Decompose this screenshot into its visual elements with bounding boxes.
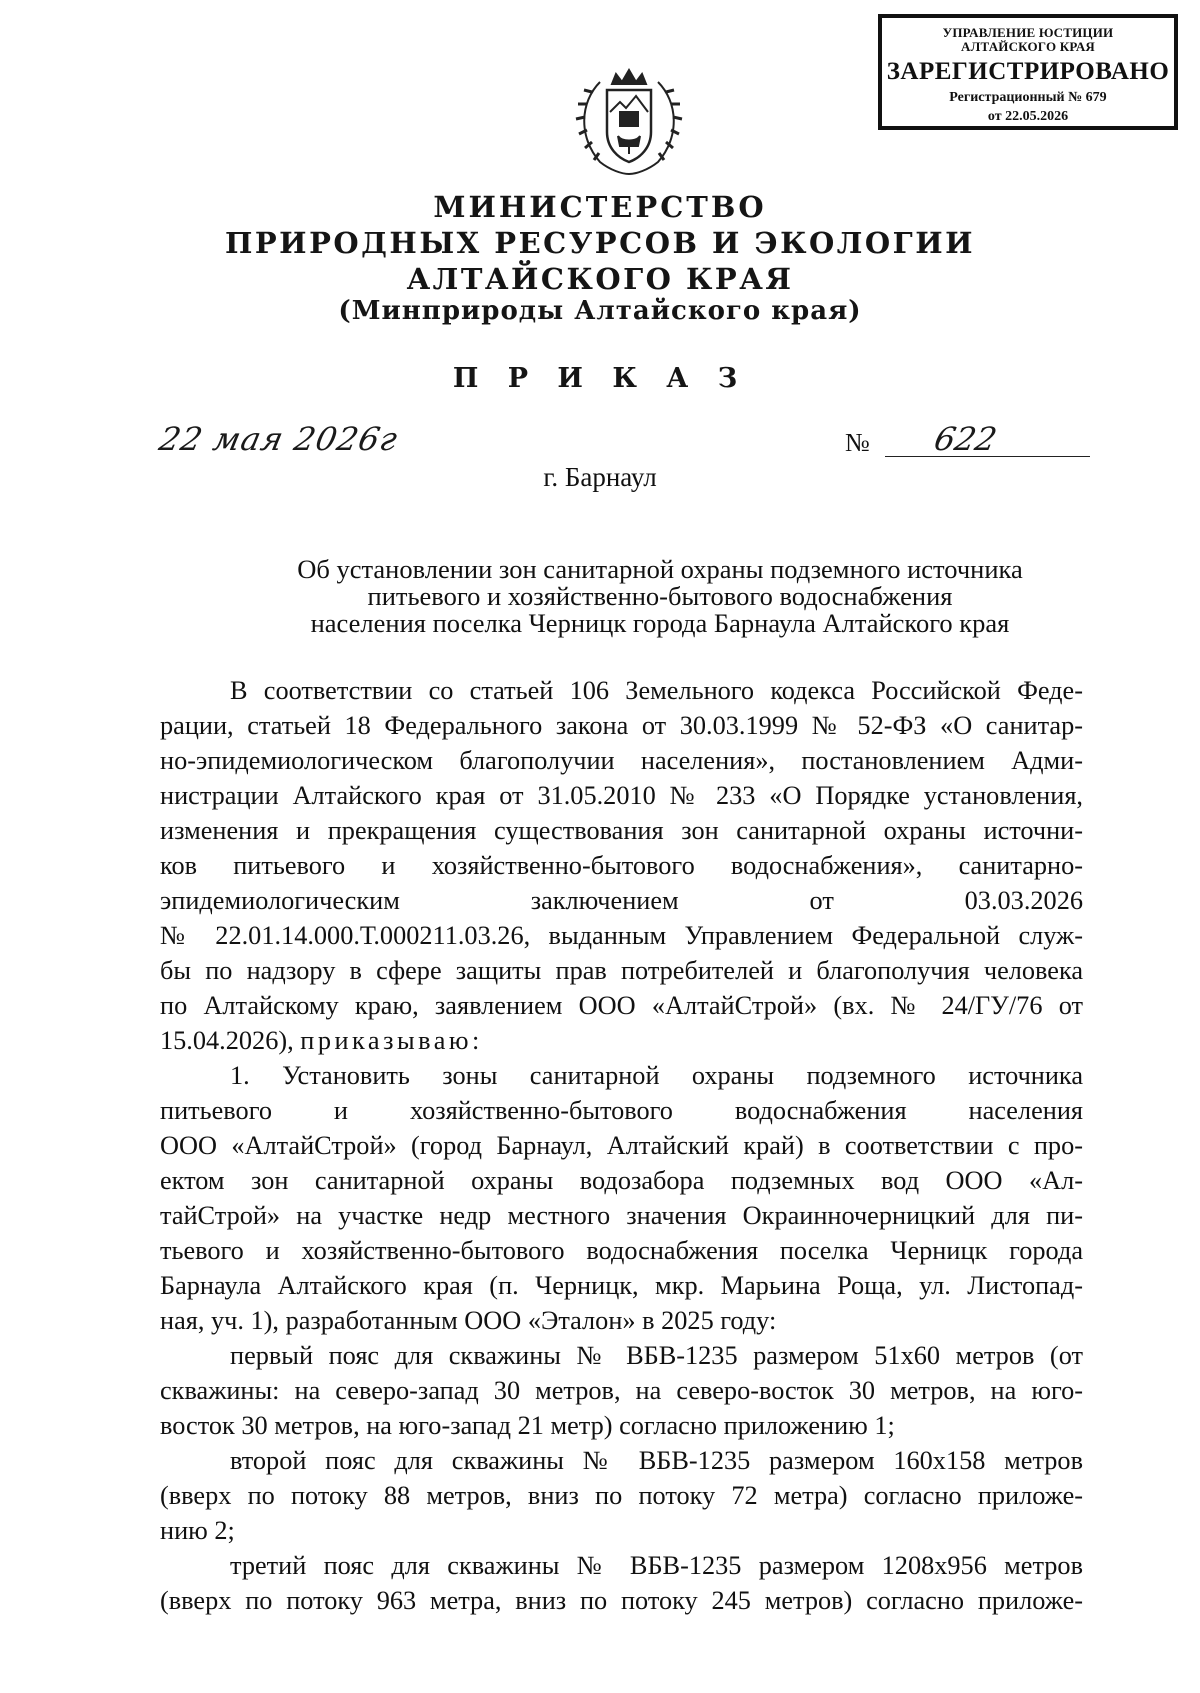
body-line: В соответствии со статьей 106 Земельного кодекса Российской Феде- [230,676,1083,705]
stamp-line-2: АЛТАЙСКОГО КРАЯ [961,39,1095,54]
body-line: первый пояс для скважины № ВБВ-1235 размером 51х60 метров (от [230,1341,1083,1370]
order-body [160,673,1083,1618]
coat-of-arms-icon [570,62,688,178]
registration-stamp [878,14,1178,130]
body-line: № 22.01.14.000.Т.000211.03.26, выданным Управлением Федеральной служ- [160,921,1083,950]
body-line: изменения и прекращения существования зон санитарной охраны источни- [160,816,1083,845]
body-line: скважины: на северо-запад 30 метров, на северо-восток 30 метров, на юго- [160,1376,1083,1405]
body-line: по Алтайскому краю, заявлением ООО «АлтайСтрой» (вх. № 24/ГУ/76 от [160,991,1083,1020]
ministry-line-3: АЛТАЙСКОГО КРАЯ [406,262,794,296]
ministry-line-2: ПРИРОДНЫХ РЕСУРСОВ И ЭКОЛОГИИ [224,226,975,260]
subject-line-3: населения поселка Черницк города Барнаула Алтайского края [310,608,1010,638]
order-number-handwritten: 622 [930,420,1001,458]
body-line: но-эпидемиологическом благополучии населения», постановлением Адми- [160,746,1083,775]
body-line: ков питьевого и хозяйственно-бытового водоснабжения», санитарно- [160,851,1083,880]
order-verb: приказываю: [300,1026,483,1055]
body-line: тьевого и хозяйственно-бытового водоснабжения поселка Черницк города [160,1236,1083,1265]
body-line: ООО «АлтайСтрой» (город Барнаул, Алтайский край) в соответствии с про- [160,1131,1083,1160]
subject-line-1: Об установлении зон санитарной охраны подземного источника [297,554,1023,584]
stamp-title: ЗАРЕГИСТРИРОВАНО [886,58,1170,85]
body-line: восток 30 метров, на юго-запад 21 метр) согласно приложению 1; [160,1411,895,1440]
body-line: второй пояс для скважины № ВБВ-1235 размером 160х158 метров [230,1446,1083,1475]
body-line: (вверх по потоку 963 метра, вниз по потоку 245 метров) согласно приложе- [160,1586,1083,1615]
order-number-label: № [845,428,870,457]
stamp-line-1: УПРАВЛЕНИЕ ЮСТИЦИИ [942,25,1114,40]
body-line: нистрации Алтайского края от 31.05.2010 № 233 «О Порядке установления, [160,781,1083,810]
body-line: ектом зон санитарной охраны водозабора подземных вод ООО «Ал- [160,1166,1083,1195]
order-date-handwritten: 22 мая 2026г [155,420,402,458]
ministry-line-1: МИНИСТЕРСТВО [433,190,767,224]
body-line: 1. Установить зоны санитарной охраны подземного источника [230,1061,1083,1090]
body-line: эпидемиологическим заключением от 03.03.2026 [160,886,1083,915]
body-line-date: 15.04.2026), [160,1026,294,1055]
body-line: нию 2; [160,1516,235,1545]
body-line-order-verb [160,1023,1083,1058]
body-line: третий пояс для скважины № ВБВ-1235 размером 1208х956 метров [230,1551,1083,1580]
body-line: питьевого и хозяйственно-бытового водоснабжения населения [160,1096,1083,1125]
stamp-reg-number: Регистрационный № 679 [949,90,1107,105]
stamp-reg-date: от 22.05.2026 [987,109,1069,124]
subject-line-2: питьевого и хозяйственно-бытового водоснабжения [367,581,953,611]
order-subject [0,556,1200,637]
order-city: г. Барнаул [543,462,657,492]
body-line: бы по надзору в сфере защиты прав потребителей и благополучия человека [160,956,1083,985]
document-type: П Р И К А З [452,363,748,394]
body-line: рации, статьей 18 Федерального закона от 30.03.1999 № 52-ФЗ «О санитар- [160,711,1083,740]
ministry-short-name: (Минприроды Алтайского края) [338,296,862,326]
body-line: (вверх по потоку 88 метров, вниз по потоку 72 метра) согласно приложе- [160,1481,1083,1510]
body-line: ная, уч. 1), разработанным ООО «Эталон» в 2025 году: [160,1306,777,1335]
body-line: Барнаула Алтайского края (п. Черницк, мкр. Марьина Роща, ул. Листопад- [160,1271,1083,1300]
body-line: тайСтрой» на участке недр местного значения Окраинночерницкий для пи- [160,1201,1083,1230]
